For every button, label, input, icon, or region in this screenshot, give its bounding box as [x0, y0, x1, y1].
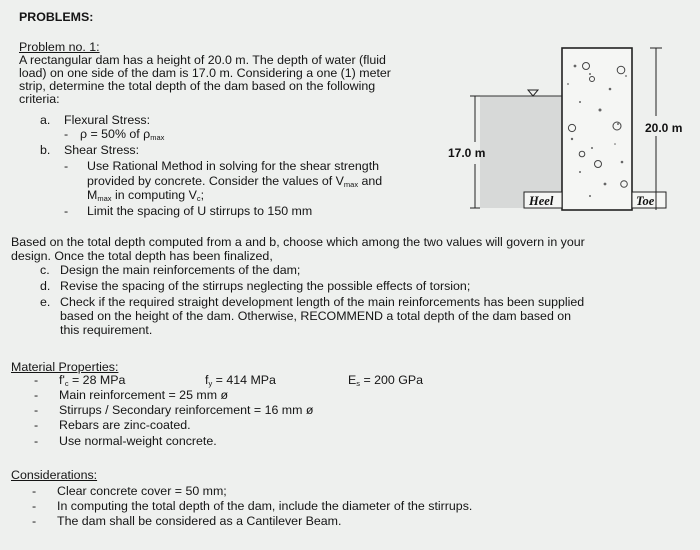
- bullet-dash: -: [34, 403, 39, 417]
- heel-label: Heel: [529, 194, 554, 208]
- follow-up-line-1: Based on the total depth computed from a and b, choose which among the two values will govern in your: [11, 235, 585, 249]
- bullet-dash: -: [32, 484, 37, 498]
- water-depth-label: 17.0 m: [448, 146, 486, 160]
- dam-figure: [440, 44, 695, 224]
- bullet-dash: -: [32, 514, 37, 528]
- bullet-dash: -: [34, 434, 39, 448]
- consideration-2: In computing the total depth of the dam, include the diameter of the stirrups.: [57, 499, 473, 513]
- water-level-icon: [528, 90, 538, 96]
- criterion-a-rho: - ρ = 50% of $\rho_{max}$: [64, 127, 165, 142]
- consideration-3: The dam shall be considered as a Cantilever Beam.: [57, 514, 342, 528]
- bullet-dash: -: [64, 204, 69, 218]
- material-concrete: Use normal-weight concrete.: [59, 434, 217, 448]
- criterion-b1-line-1: Use Rational Method in solving for the shear strength: [87, 159, 380, 173]
- task-e-label: e.: [40, 295, 51, 309]
- intro-line-3: strip, determine the total depth of the dam based on the following: [19, 79, 376, 93]
- bullet-dash: -: [32, 499, 37, 513]
- consideration-1: Clear concrete cover = 50 mm;: [57, 484, 227, 498]
- toe-label: Toe: [636, 194, 655, 208]
- criterion-b-title: Shear Stress:: [64, 143, 140, 157]
- criterion-b1-line-3: $M_{max}$ in computing $V_c$;: [87, 188, 205, 203]
- material-main: Main reinforcement = 25 mm ø: [59, 388, 229, 402]
- task-d-label: d.: [40, 279, 51, 293]
- intro-line-1: A rectangular dam has a height of 20.0 m. The depth of water (fluid: [19, 53, 386, 67]
- material-es: $E_s = 200$ GPa: [348, 373, 424, 388]
- bullet-dash: -: [34, 418, 39, 432]
- criterion-b2: Limit the spacing of U stirrups to 150 mm: [87, 204, 313, 218]
- task-e-line-3: this requirement.: [60, 323, 153, 337]
- material-rebars: Rebars are zinc-coated.: [59, 418, 191, 432]
- criterion-b1-line-2: provided by concrete. Consider the values of $V_{max}$ and: [87, 174, 383, 189]
- water-body: [480, 96, 562, 208]
- criterion-a-label: a.: [40, 113, 51, 127]
- bullet-dash: -: [64, 159, 69, 173]
- intro-line-4: criteria:: [19, 92, 60, 106]
- material-title: Material Properties:: [11, 360, 119, 374]
- problems-heading: PROBLEMS:: [19, 10, 94, 24]
- bullet-dash: -: [34, 388, 39, 402]
- material-fc: $f'_c = 28$ MPa: [59, 373, 126, 388]
- task-d-text: Revise the spacing of the stirrups neglecting the possible effects of torsion;: [60, 279, 471, 293]
- problem-title: Problem no. 1:: [19, 40, 100, 54]
- task-c-text: Design the main reinforcements of the dam;: [60, 263, 301, 277]
- material-stirrups: Stirrups / Secondary reinforcement = 16 mm ø: [59, 403, 314, 417]
- criterion-a-title: Flexural Stress:: [64, 113, 151, 127]
- task-e-line-1: Check if the required straight development length of the main reinforcements has been supplied: [60, 295, 585, 309]
- follow-up-line-2: design. Once the total depth has been finalized,: [11, 249, 273, 263]
- dam-height-label: 20.0 m: [645, 121, 683, 135]
- task-e-line-2: based on the height of the dam. Otherwise, RECOMMEND a total depth of the dam based on: [60, 309, 572, 323]
- intro-line-2: load) on one side of the dam is 17.0 m. Considering a one (1) meter: [19, 66, 391, 80]
- criterion-b-label: b.: [40, 143, 51, 157]
- considerations-title: Considerations:: [11, 468, 98, 482]
- material-fy: $f_y = 414$ MPa: [205, 373, 276, 388]
- task-c-label: c.: [40, 263, 50, 277]
- bullet-dash: -: [34, 373, 39, 387]
